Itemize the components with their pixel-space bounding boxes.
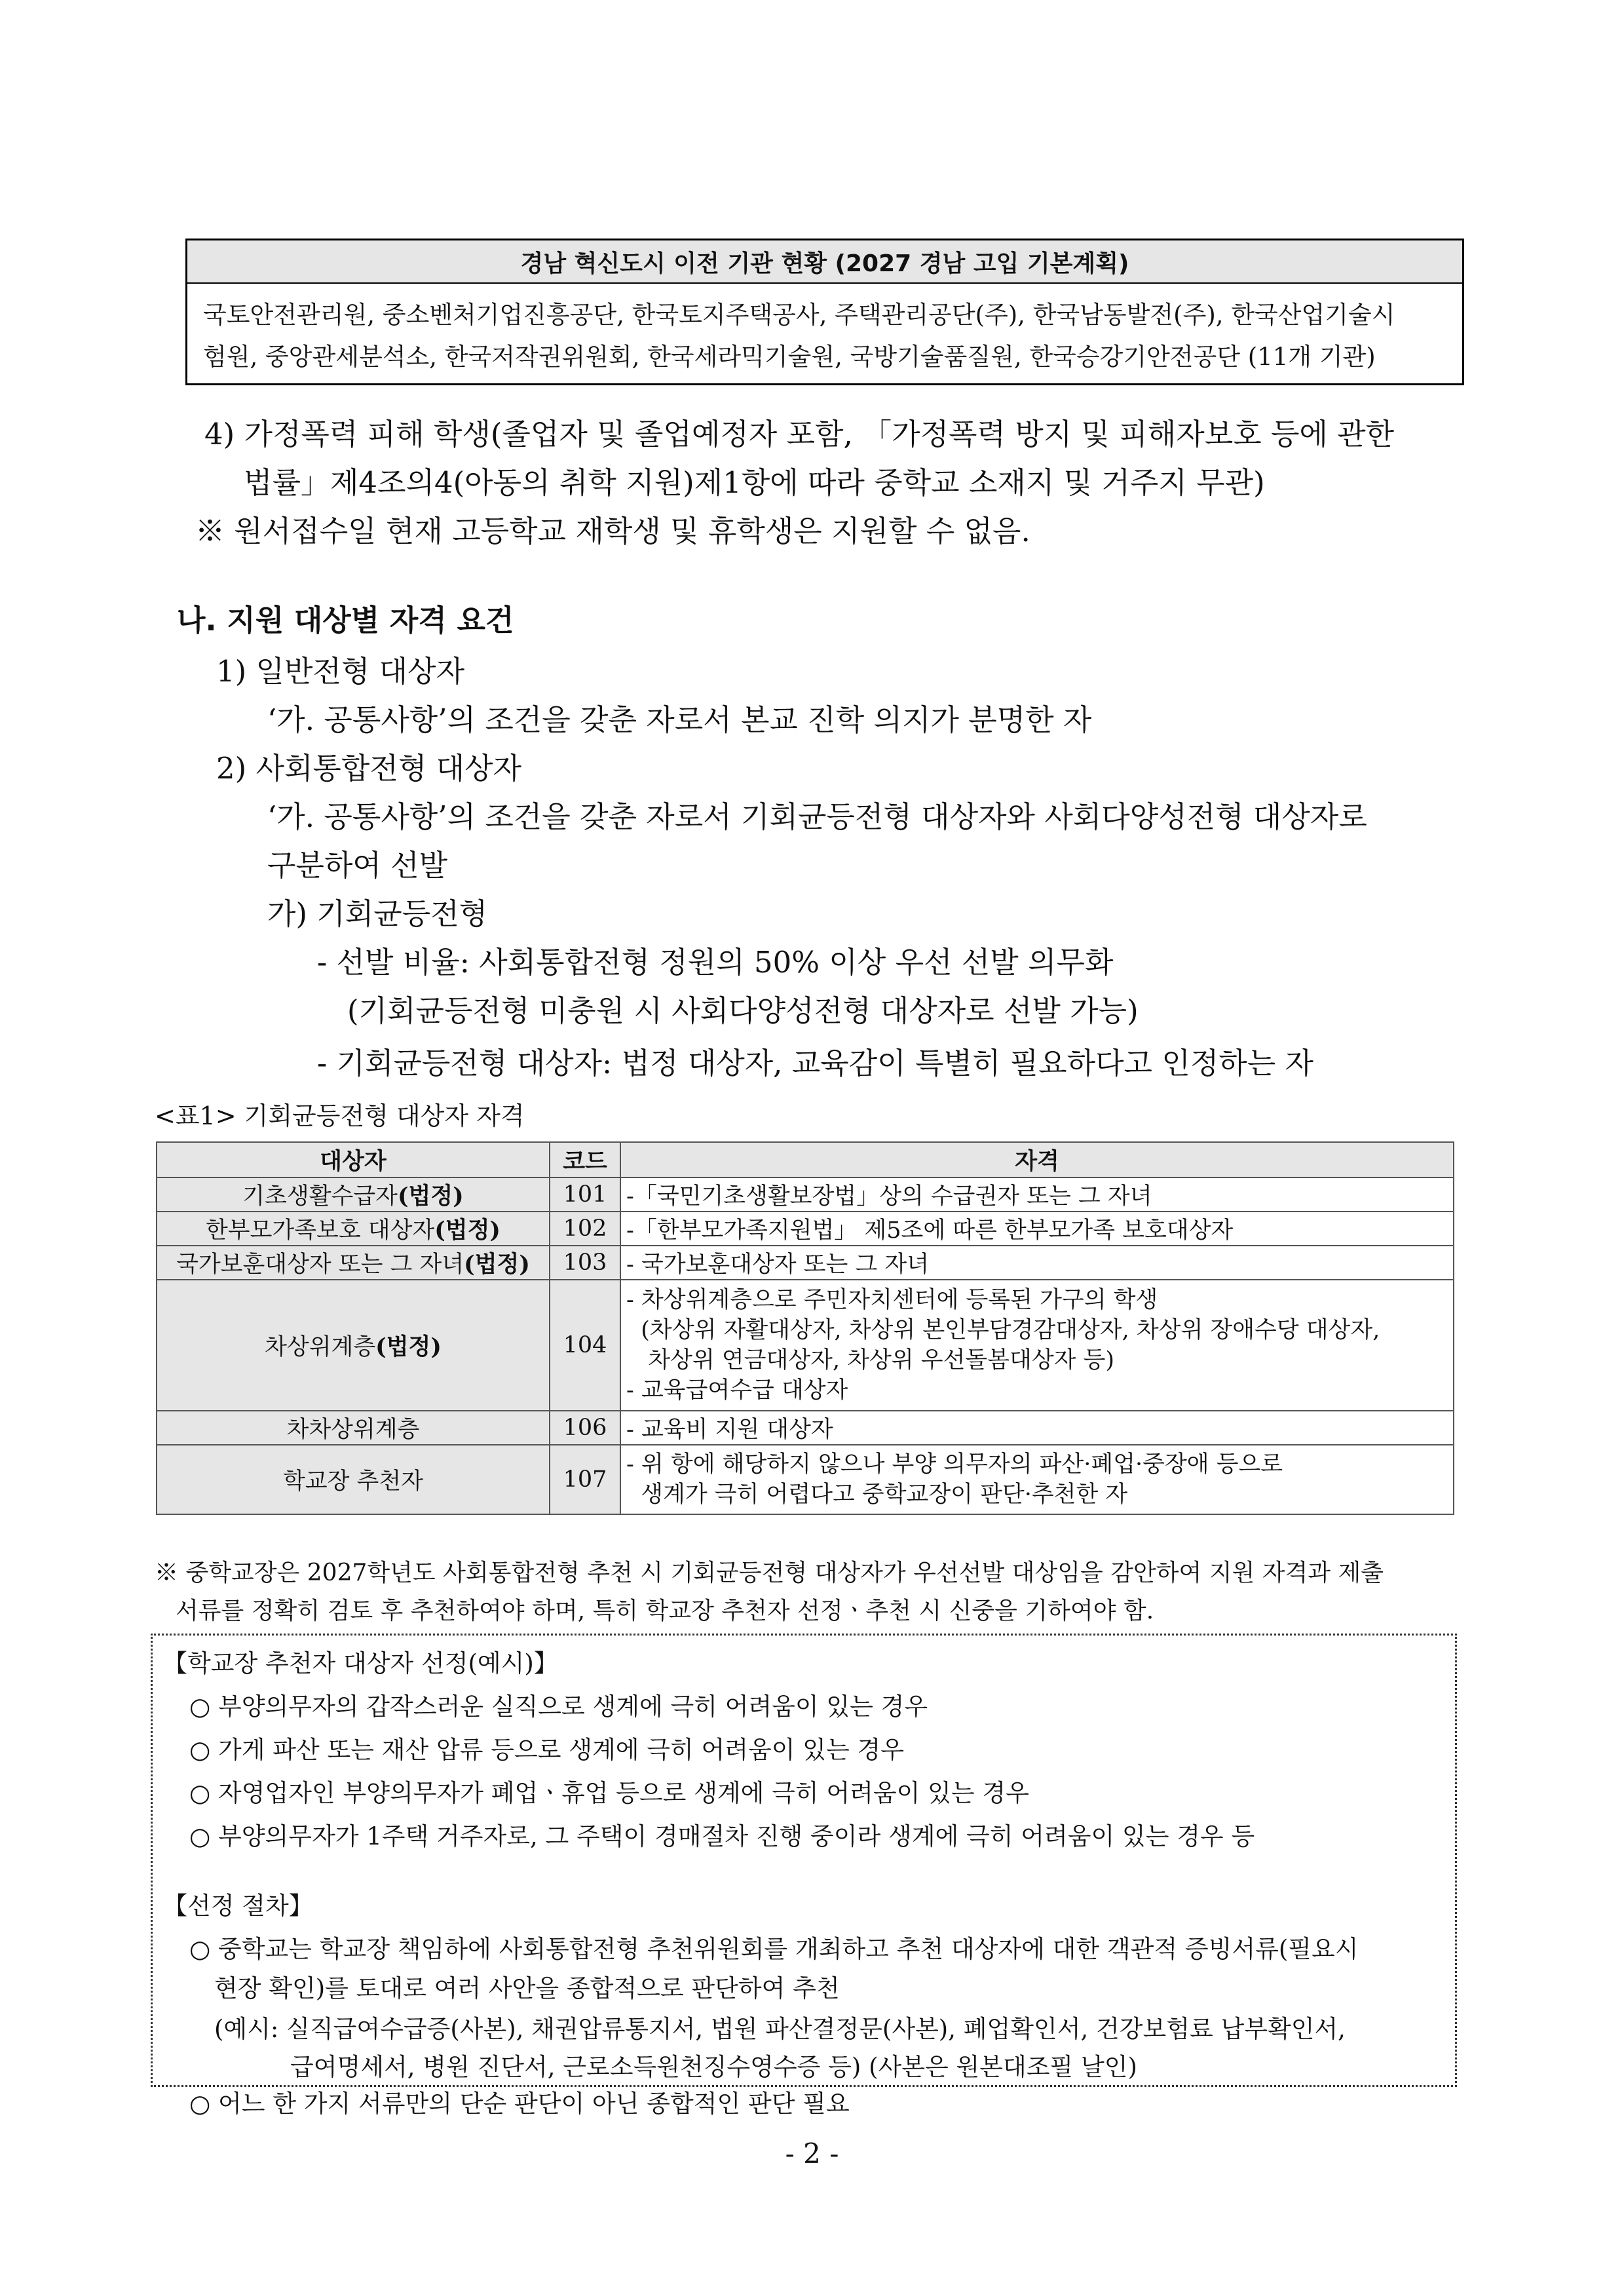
target-cell: [157, 1411, 550, 1445]
principal-recommendation-box: [151, 1634, 1457, 2118]
target-name: 차차상위계층: [286, 1417, 420, 1443]
qualification-cell: [620, 1445, 1454, 1514]
social-text-1: ‘가. 공통사항’의 조건을 갖춘 자로서 기회균등전형 대상자와 사회다양성전형 대상자로: [267, 799, 1367, 834]
agency-box-line-2: 험원, 중앙관세분석소, 한국저작권위원회, 한국세라믹기술원, 국방기술품질원, 한국승강기안전공단 (11개 기관): [203, 343, 1376, 371]
document-example-line-1: (예시: 실직급여수급증(사본), 채권압류통지서, 법원 파산결정문(사본), 폐업확인서, 건강보험료 납부확인서,: [214, 2015, 1346, 2043]
example-item: ○ 자영업자인 부양의무자가 폐업ㆍ휴업 등으로 생계에 극히 어려움이 있는 경우: [189, 1779, 1029, 1807]
target-name: 기초생활수급자: [242, 1183, 398, 1210]
procedure-line-2: 현장 확인)를 토대로 여러 사안을 종합적으로 판단하여 추천: [214, 1974, 840, 2002]
qualification-line: (차상위 자활대상자, 차상위 본인부담경감대상자, 차상위 장애수당 대상자,: [626, 1317, 1380, 1343]
legal-tag: (법정): [464, 1251, 530, 1278]
qualification-line: - 국가보훈대상자 또는 그 자녀: [626, 1252, 930, 1278]
qualification-cell: [620, 1177, 1454, 1212]
code-cell: 101: [550, 1177, 620, 1212]
selection-ratio-sub: (기회균등전형 미충원 시 사회다양성전형 대상자로 선발 가능): [347, 993, 1139, 1028]
code-cell: 102: [550, 1212, 620, 1246]
code-cell: 103: [550, 1246, 620, 1280]
note-enrolled: ※ 원서접수일 현재 고등학교 재학생 및 휴학생은 지원할 수 없음.: [195, 514, 1030, 548]
qualification-cell: [620, 1411, 1454, 1445]
agency-box-line-1: 국토안전관리원, 중소벤처기업진흥공단, 한국토지주택공사, 주택관리공단(주), 한국남동발전(주), 한국산업기술시: [203, 301, 1395, 329]
equal-opportunity-heading: 가) 기회균등전형: [267, 896, 488, 931]
qualification-line: - 교육급여수급 대상자: [626, 1377, 848, 1404]
target-name: 국가보훈대상자 또는 그 자녀: [176, 1252, 464, 1278]
document-example-line-2: 급여명세서, 병원 진단서, 근로소득원천징수영수증 등) (사본은 원본대조필 날인): [290, 2053, 1137, 2081]
example-item: ○ 부양의무자의 갑작스러운 실직으로 생계에 극히 어려움이 있는 경우: [189, 1693, 928, 1721]
table-row: [157, 1280, 1454, 1411]
table-row: [157, 1177, 1454, 1212]
procedure-title: 【선정 절차】: [163, 1892, 313, 1920]
target-cell: [157, 1280, 550, 1411]
general-text: ‘가. 공통사항’의 조건을 갖춘 자로서 본교 진학 의지가 분명한 자: [267, 702, 1092, 737]
target-name: 한부모가족보호 대상자: [206, 1217, 435, 1244]
page-number: - 2 -: [785, 2137, 839, 2170]
social-text-2: 구분하여 선발: [267, 848, 448, 883]
qualification-line: 차상위 연금대상자, 차상위 우선돌봄대상자 등): [626, 1347, 1115, 1373]
example-item: ○ 부양의무자가 1주택 거주자로, 그 주택이 경매절차 진행 중이라 생계에 극히 어려움이 있는 경우 등: [189, 1822, 1255, 1850]
agency-box-title: 경남 혁신도시 이전 기관 현황 (2027 경남 고입 기본계획): [187, 240, 1462, 284]
principal-note-line-1: ※ 중학교장은 2027학년도 사회통합전형 추천 시 기회균등전형 대상자가 우선선발 대상임을 감안하여 지원 자격과 제출: [155, 1559, 1384, 1586]
section-heading-na: 나. 지원 대상별 자격 요건: [177, 603, 514, 638]
example-box-title: 【학교장 추천자 대상자 선정(예시)】: [163, 1649, 558, 1677]
table-row: [157, 1411, 1454, 1445]
item4-line-2: 법률」제4조의4(아동의 취학 지원)제1항에 따라 중학교 소재지 및 거주지 무관): [244, 465, 1265, 500]
social-heading: 2) 사회통합전형 대상자: [216, 751, 522, 786]
qualification-table: [156, 1141, 1454, 1515]
principal-note-line-2: 서류를 정확히 검토 후 추천하여야 하며, 특히 학교장 추천자 선정ㆍ추천 시 신중을 기하여야 함.: [176, 1598, 1154, 1624]
code-cell: 104: [550, 1280, 620, 1411]
table-caption: <표1> 기회균등전형 대상자 자격: [155, 1101, 525, 1130]
agency-info-box: [185, 239, 1464, 385]
agency-box-body: [187, 284, 1462, 378]
qualification-line: -「국민기초생활보장법」상의 수급권자 또는 그 자녀: [626, 1183, 1152, 1210]
qualification-line: - 교육비 지원 대상자: [626, 1417, 833, 1443]
target-cell: [157, 1246, 550, 1280]
legal-tag: (법정): [375, 1333, 442, 1360]
header-code: 코드: [550, 1142, 620, 1177]
target-cell: [157, 1445, 550, 1514]
example-item: ○ 가게 파산 또는 재산 압류 등으로 생계에 극히 어려움이 있는 경우: [189, 1736, 904, 1764]
target-name: 차상위계층: [265, 1334, 376, 1360]
target-cell: [157, 1212, 550, 1246]
qualification-cell: [620, 1280, 1454, 1411]
procedure-line-1: ○ 중학교는 학교장 책임하에 사회통합전형 추천위원회를 개최하고 추천 대상자에 대한 객관적 증빙서류(필요시: [189, 1935, 1359, 1963]
item4-line-1: 4) 가정폭력 피해 학생(졸업자 및 졸업예정자 포함, 「가정폭력 방지 및 피해자보호 등에 관한: [204, 417, 1395, 451]
code-cell: 107: [550, 1445, 620, 1514]
qualification-line: -「한부모가족지원법」 제5조에 따른 한부모가족 보호대상자: [626, 1217, 1234, 1244]
table-row: [157, 1246, 1454, 1280]
table-row: [157, 1445, 1454, 1514]
table-row: [157, 1212, 1454, 1246]
target-cell: [157, 1177, 550, 1212]
qualification-line: - 위 항에 해당하지 않으나 부양 의무자의 파산·폐업·중장애 등으로: [626, 1451, 1283, 1478]
general-heading: 1) 일반전형 대상자: [216, 654, 465, 689]
header-target: 대상자: [157, 1142, 550, 1177]
target-name: 학교장 추천자: [283, 1468, 423, 1495]
qualification-cell: [620, 1246, 1454, 1280]
qualification-line: 생계가 극히 어렵다고 중학교장이 판단·추천한 자: [626, 1482, 1128, 1508]
header-qualification: 자격: [620, 1142, 1454, 1177]
legal-tag: (법정): [434, 1217, 500, 1244]
selection-ratio-bullet: - 선발 비율: 사회통합전형 정원의 50% 이상 우선 선발 의무화: [317, 945, 1114, 980]
qualification-cell: [620, 1212, 1454, 1246]
legal-tag: (법정): [397, 1183, 464, 1210]
code-cell: 106: [550, 1411, 620, 1445]
eligible-target-bullet: - 기회균등전형 대상자: 법정 대상자, 교육감이 특별히 필요하다고 인정하는 자: [317, 1046, 1313, 1081]
qualification-line: - 차상위계층으로 주민자치센터에 등록된 가구의 학생: [626, 1287, 1158, 1313]
procedure-line-3: ○ 어느 한 가지 서류만의 단순 판단이 아닌 종합적인 판단 필요: [189, 2090, 850, 2118]
table-header-row: [157, 1142, 1454, 1177]
